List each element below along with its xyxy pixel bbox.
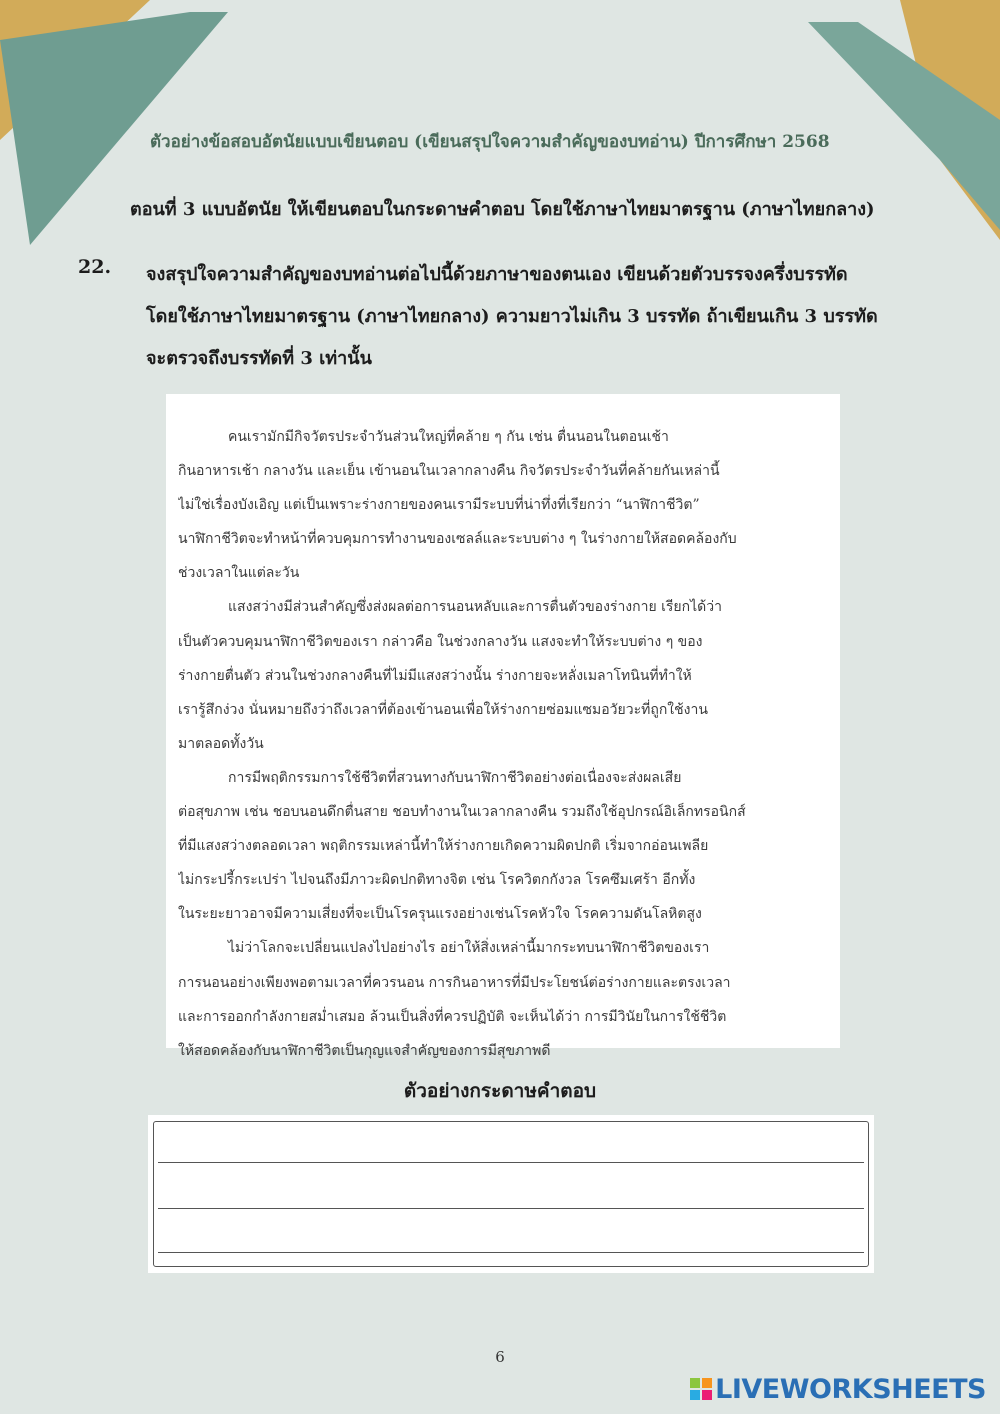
- answer-line-2[interactable]: [158, 1208, 864, 1209]
- passage-line: แสงสว่างมีส่วนสำคัญซึ่งส่งผลต่อการนอนหลับและการตื่นตัวของร่างกาย เรียกได้ว่า: [228, 599, 722, 616]
- passage-line: กินอาหารเช้า กลางวัน และเย็น เข้านอนในเวลากลางคืน กิจวัตรประจำวันที่คล้ายกันเหล่านี้: [178, 463, 720, 480]
- question-line: โดยใช้ภาษาไทยมาตรฐาน (ภาษาไทยกลาง) ความยาวไม่เกิน 3 บรรทัด ถ้าเขียนเกิน 3 บรรทัด: [146, 306, 878, 327]
- passage-line: การนอนอย่างเพียงพอตามเวลาที่ควรนอน การกินอาหารที่มีประโยชน์ต่อร่างกายและตรงเวลา: [178, 974, 731, 991]
- passage-paragraph-3: [178, 761, 826, 931]
- answer-box[interactable]: [153, 1121, 869, 1267]
- passage-paragraph-1: [178, 420, 826, 590]
- question-line: จงสรุปใจความสำคัญของบทอ่านต่อไปนี้ด้วยภาษาของตนเอง เขียนด้วยตัวบรรจงครึ่งบรรทัด: [146, 264, 848, 285]
- passage-line: คนเรามักมีกิจวัตรประจำวันส่วนใหญ่ที่คล้าย ๆ กัน เช่น ตื่นนอนในตอนเช้า: [228, 429, 669, 445]
- passage-line: เป็นตัวควบคุมนาฬิกาชีวิตของเรา กล่าวคือ ในช่วงกลางวัน แสงจะทำให้ระบบต่าง ๆ ของ: [178, 633, 703, 650]
- answer-line-3[interactable]: [158, 1252, 864, 1253]
- reading-passage: [166, 394, 840, 1059]
- passage-line: ไม่ใช่เรื่องบังเอิญ แต่เป็นเพราะร่างกายของคนเรามีระบบที่น่าทึ่งที่เรียกว่า “นาฬิกาชีวิต”: [178, 497, 700, 514]
- passage-line: ร่างกายตื่นตัว ส่วนในช่วงกลางคืนที่ไม่มีแสงสว่างนั้น ร่างกายจะหลั่งเมลาโทนินที่ทำให้: [178, 667, 692, 684]
- exam-header-title: ตัวอย่างข้อสอบอัตนัยแบบเขียนตอบ (เขียนสรุปใจความสำคัญของบทอ่าน) ปีการศึกษา 2568: [150, 132, 830, 152]
- liveworksheets-brand: [690, 1373, 986, 1405]
- answer-sheet-title: ตัวอย่างกระดาษคำตอบ: [403, 1080, 597, 1102]
- passage-paragraph-4: [178, 931, 826, 1067]
- passage-line: การมีพฤติกรรมการใช้ชีวิตที่สวนทางกับนาฬิกาชีวิตอย่างต่อเนื่องจะส่งผลเสีย: [228, 769, 682, 786]
- answer-sheet: [148, 1115, 874, 1273]
- passage-line: ที่มีแสงสว่างตลอดเวลา พฤติกรรมเหล่านี้ทำให้ร่างกายเกิดความผิดปกติ เริ่มจากอ่อนเพลีย: [178, 838, 709, 855]
- brand-name: LIVEWORKSHEETS: [715, 1373, 986, 1405]
- passage-line: ต่อสุขภาพ เช่น ชอบนอนดึกตื่นสาย ชอบทำงานในเวลากลางคืน รวมถึงใช้อุปกรณ์อิเล็กทรอนิกส์: [178, 804, 746, 821]
- passage-line: ไม่ว่าโลกจะเปลี่ยนแปลงไปอย่างไร อย่าให้สิ่งเหล่านี้มากระทบนาฬิกาชีวิตของเรา: [228, 940, 710, 957]
- passage-line: ช่วงเวลาในแต่ละวัน: [178, 565, 300, 582]
- answer-line-1[interactable]: [158, 1162, 864, 1163]
- passage-line: ให้สอดคล้องกับนาฬิกาชีวิตเป็นกุญแจสำคัญของการมีสุขภาพดี: [178, 1042, 551, 1059]
- passage-line: นาฬิกาชีวิตจะทำหน้าที่ควบคุมการทำงานของเซลล์และระบบต่าง ๆ ในร่างกายให้สอดคล้องกับ: [178, 531, 737, 548]
- passage-line: เรารู้สึกง่วง นั่นหมายถึงว่าถึงเวลาที่ต้องเข้านอนเพื่อให้ร่างกายซ่อมแซมอวัยวะที่ถูกใช้งาน: [178, 701, 708, 718]
- passage-line: ในระยะยาวอาจมีความเสี่ยงที่จะเป็นโรครุนแรงอย่างเช่นโรคหัวใจ โรคความดันโลหิตสูง: [178, 906, 702, 923]
- liveworksheets-logo-icon: [690, 1378, 712, 1400]
- passage-line: ไม่กระปรี้กระเปร่า ไปจนถึงมีภาวะผิดปกติทางจิต เช่น โรควิตกกังวล โรคซึมเศร้า อีกทั้ง: [178, 872, 696, 889]
- passage-line: และการออกกำลังกายสม่ำเสมอ ล้วนเป็นสิ่งที่ควรปฏิบัติ จะเห็นได้ว่า การมีวินัยในการใช้ชีวิต: [178, 1008, 727, 1025]
- passage-line: มาตลอดทั้งวัน: [178, 735, 264, 752]
- page-number: 6: [495, 1348, 505, 1366]
- section-title: ตอนที่ 3 แบบอัตนัย ให้เขียนตอบในกระดาษคำตอบ โดยใช้ภาษาไทยมาตรฐาน (ภาษาไทยกลาง): [130, 199, 875, 220]
- question-line: จะตรวจถึงบรรทัดที่ 3 เท่านั้น: [146, 348, 372, 369]
- question-text: [146, 254, 896, 380]
- question-number: 22.: [78, 256, 112, 278]
- passage-paragraph-2: [178, 590, 826, 760]
